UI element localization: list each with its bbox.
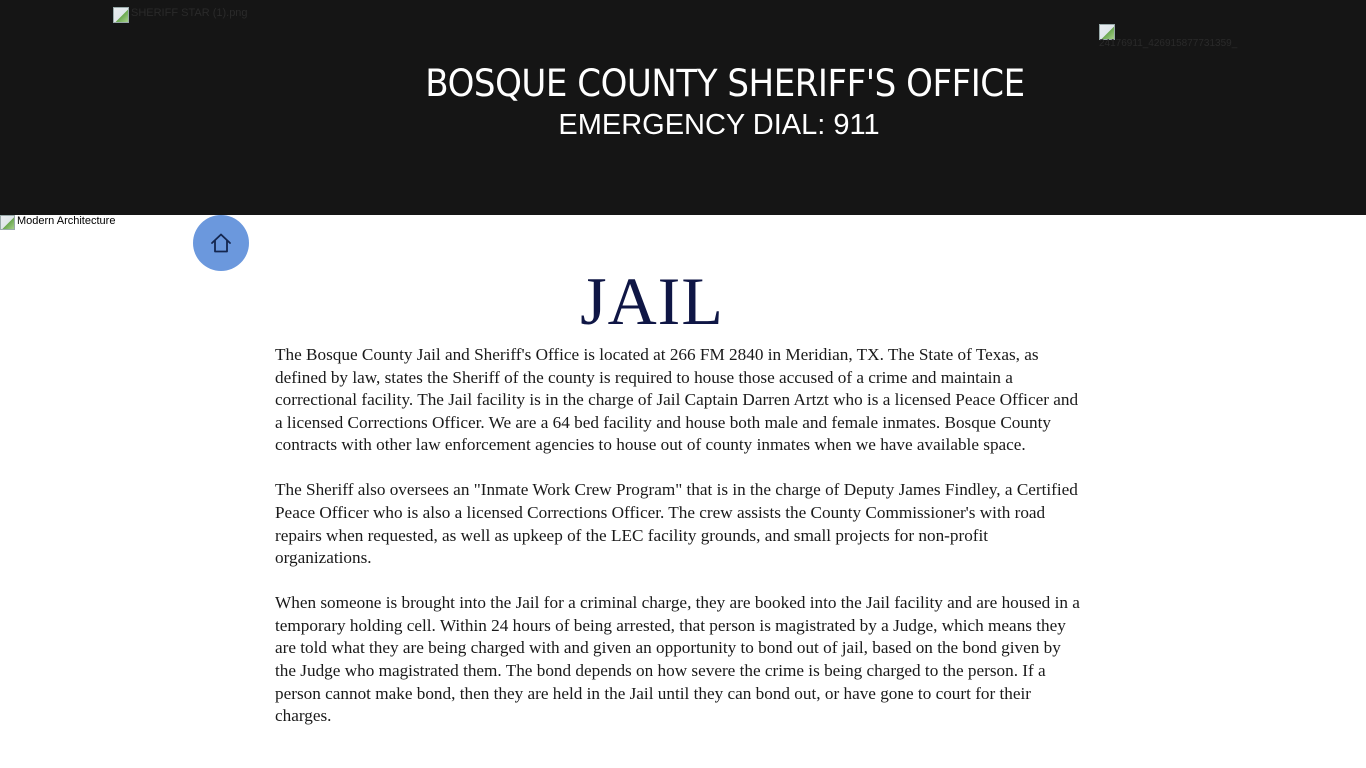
site-header (0, 0, 1366, 215)
page-title: JAIL (580, 263, 724, 339)
broken-image-icon (113, 7, 129, 23)
broken-image-icon (0, 215, 15, 230)
header-right-image (1099, 24, 1249, 54)
site-title: BOSQUE COUNTY SHERIFF'S OFFICE (425, 62, 1025, 105)
sheriff-star-logo (113, 7, 263, 25)
page-content (275, 344, 1085, 750)
hero-image-alt-text: Modern Architecture (17, 215, 116, 227)
paragraph-work-crew: The Sheriff also oversees an "Inmate Work Crew Program" that is in the charge of Deputy James Findley, a Certified Peace Officer who is also a licensed Corrections Officer. The crew assists the County Commissioner's with road repairs when requested, as well as upkeep of the LEC facility grounds, and small projects for non-profit organizations. (275, 480, 1078, 568)
logo-right-alt-text: 24176911_426915877731359_ (1099, 38, 1238, 49)
hero-image (0, 215, 120, 233)
paragraph-booking-process: When someone is brought into the Jail for a criminal charge, they are booked into the Jail facility and are housed in a temporary holding cell. Within 24 hours of being arrested, that person is magistrated by a Judge, which means they are told what they are being charged with and given an opportunity to bond out of jail, based on the bond given by the Judge who magistrated them. The bond depends on how severe the crime is being charged to the person. If a person cannot make bond, then they are held in the Jail until they can bond out, or have gone to court for their charges. (275, 593, 1080, 726)
logo-left-alt-text: SHERIFF STAR (1).png (131, 7, 248, 19)
home-icon (210, 232, 232, 254)
emergency-number: EMERGENCY DIAL: 911 (558, 109, 880, 141)
paragraph-jail-overview: The Bosque County Jail and Sheriff's Office is located at 266 FM 2840 in Meridian, TX. The State of Texas, as defined by law, states the Sheriff of the county is required to house those accused of a crime and maintain a correctional facility. The Jail facility is in the charge of Jail Captain Darren Artzt who is a licensed Peace Officer and a licensed Corrections Officer. We are a 64 bed facility and house both male and female inmates. Bosque County contracts with other law enforcement agencies to house out of county inmates when we have available space. (275, 345, 1079, 455)
